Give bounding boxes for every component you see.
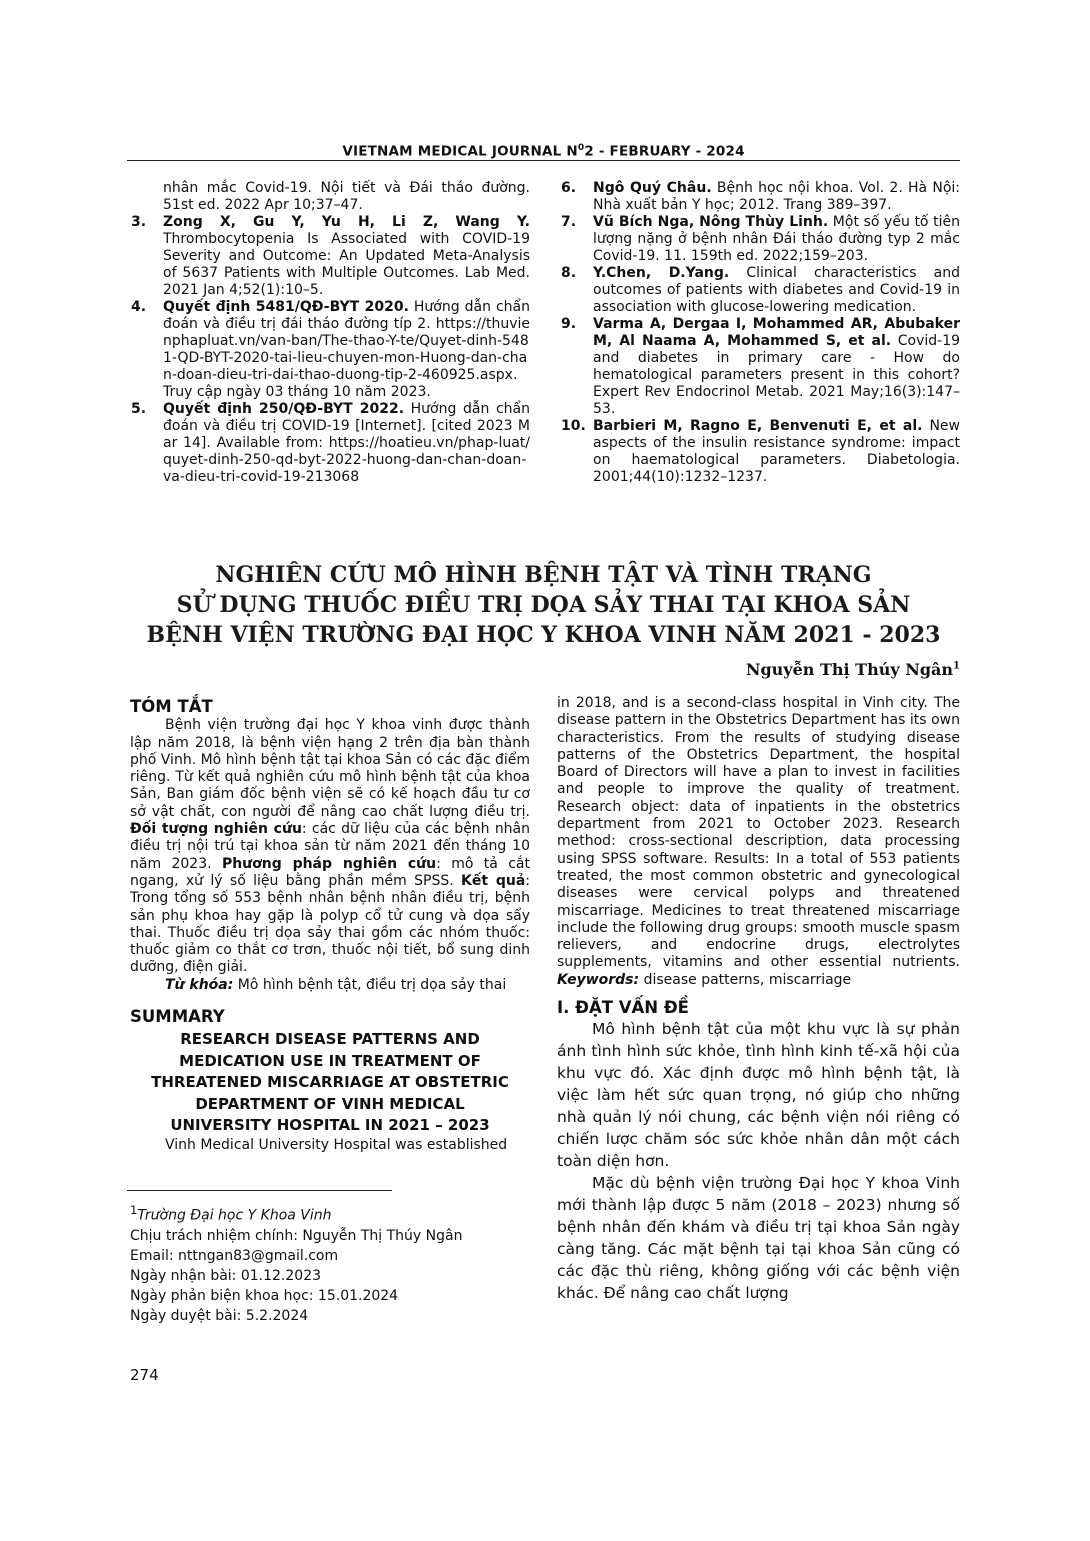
reference-text: Thrombocytopenia Is Associated with COVID-19 Severity and Outcome: An Updated Meta-Analysis of 5637 Patients with Multiple Outcomes. Lab Med. 2021 Jan 4;52(1):10–5. [163,231,530,298]
author-affiliation-mark: 1 [953,660,960,672]
abstract-paragraph [130,717,530,976]
reference-continuation: nhân mắc Covid-19. Nội tiết và Đái tháo đường. 51st ed. 2022 Apr 10;37–47. [163,180,530,213]
abstract-label: Đối tượng nghiên cứu [130,821,302,838]
reference-item [557,265,960,316]
article-title-line: SỬ DỤNG THUỐC ĐIỀU TRỊ DỌA SẢY THAI TẠI KHOA SẢN [176,592,911,618]
abstract-text: Bệnh viện trường đại học Y khoa vinh được thành lập năm 2018, là bệnh viện hạng 2 trên địa bàn thành phố Vinh. Mô hình bệnh tật tại khoa Sản có các đặc điểm riêng. Từ kết quả nghiên cứu mô hình bệnh tật của khoa Sản, Ban giám đốc bệnh viện sẽ có kế hoạch đầu tư cơ sở vật chất, con người để nâng cao chất lượng điều trị. [130,717,530,820]
article-title [127,560,960,650]
footnote-affiliation-text: Trường Đại học Y Khoa Vinh [137,1207,332,1224]
author [746,660,960,679]
abstract-label: Phương pháp nghiên cứu [221,855,437,872]
article-title-line: BỆNH VIỆN TRƯỜNG ĐẠI HỌC Y KHOA VINH NĂM 2021 - 2023 [146,622,941,648]
references-right [557,180,960,486]
reference-authors: Quyết định 5481/QĐ-BYT 2020. [163,299,409,315]
reference-text: Covid-19 and diabetes in primary care - How do hematological parameters present in this cohort? Expert Rev Endocrinol Metab. 2021 May;16(3):147–53. [593,333,961,417]
reference-number: 9. [561,316,577,332]
reference-authors: Varma A, Dergaa I, Mohammed AR, Abubaker M, Al Naama A, Mohammed S, et al. [593,316,960,349]
header-rule [127,160,960,161]
abstract-heading: TÓM TẮT [130,697,213,716]
reference-number: 8. [561,265,577,281]
journal-header-pre: VIETNAM MEDICAL JOURNAL N [342,143,578,160]
reference-authors: Barbieri M, Ragno E, Benvenuti E, et al. [593,418,923,434]
footnote [130,1200,462,1326]
abstract-keywords [130,977,530,994]
author-name: Nguyễn Thị Thúy Ngân [745,660,954,679]
reference-number: 6. [561,180,577,196]
footnote-mark: 1 [130,1203,138,1217]
keywords-label-en: Keywords: [557,971,640,988]
footnote-received: Ngày nhận bài: 01.12.2023 [130,1267,322,1284]
reference-authors: Y.Chen, D.Yang. [593,265,730,281]
summary-title-line: RESEARCH DISEASE PATTERNS AND [180,1030,480,1049]
footnote-affiliation [130,1200,462,1226]
footnote-responsible: Chịu trách nhiệm chính: Nguyễn Thị Thúy Ngân [130,1227,463,1244]
summary-title-line: THREATENED MISCARRIAGE AT OBSTETRIC [151,1073,509,1092]
summary-title-line: DEPARTMENT OF VINH MEDICAL [195,1094,465,1113]
reference-text: New aspects of the insulin resistance syndrome: impact on haematological parameters. Diabetologia. 2001;44(10):1232–1237. [593,418,960,485]
reference-text: Clinical characteristics and outcomes of patients with diabetes and Covid-19 in association with glucose-lowering medication. [593,265,960,315]
intro-body [557,1018,960,1304]
journal-header [127,143,960,160]
reference-text: Hướng dẫn chẩn đoán và điều trị đái tháo đường típ 2. https://thuvienphapluat.vn/van-ban/The-thao-Y-te/Quyet-dinh-5481-QD-BYT-2020-tai-lieu-chuyen-mon-Huong-dan-chan-doan-dieu-tri-dai-thao-duong-tip-2-460925.aspx. Truy cập ngày 03 tháng 10 năm 2023. [163,299,531,400]
references-left [127,180,530,486]
reference-text: Một số yếu tố tiên lượng nặng ở bệnh nhân Đái tháo đường typ 2 mắc Covid-19. 11. 159th ed. 2022;159–203. [593,214,960,264]
left-column [130,698,530,1154]
summary-title [130,1029,530,1137]
reference-text: Hướng dẫn chẩn đoán và điều trị COVID-19 [Internet]. [cited 2023 Mar 14]. Available from: https://hoatieu.vn/phap-luat/quyet-dinh-250-qd-byt-2022-huong-dan-chan-doan-va-dieu-tri-covid-19-213068 [163,401,530,485]
reference-item [127,214,530,299]
page-number: 274 [130,1366,159,1384]
summary-heading: SUMMARY [130,1007,225,1027]
journal-header-sup: 0 [577,143,585,153]
article-title-line: NGHIÊN CỨU MÔ HÌNH BỆNH TẬT VÀ TÌNH TRẠNG [215,562,872,588]
keywords-label: Từ khóa: [165,976,234,993]
footnote-email: Email: nttngan83@gmail.com [130,1247,339,1264]
reference-item [127,401,530,486]
abstract-text: : mô tả cắt ngang, xử lý số liệu bằng phần mềm SPSS. [130,855,531,889]
intro-paragraph: Mặc dù bệnh viện trường Đại học Y khoa Vinh mới thành lập được 5 năm (2018 – 2023) nhưng số bệnh nhân đến khám và điều trị tại khoa Sản ngày càng tăng. Các mặt bệnh tại tại khoa Sản cũng có các đặc thù riêng, không giống với các bệnh viện khác. Để nâng cao chất lượng [557,1174,960,1303]
reference-authors: Vũ Bích Nga, Nông Thùy Linh. [593,214,829,230]
reference-number: 5. [131,401,147,417]
reference-number: 3. [131,214,147,230]
reference-text: Bệnh học nội khoa. Vol. 2. Hà Nội: Nhà xuất bản Y học; 2012. Trang 389–397. [593,180,960,213]
abstract-label: Kết quả [461,872,526,889]
summary-text: in 2018, and is a second-class hospital in Vinh city. The disease pattern in the Obstetrics Department has its own characteristics. From the results of studying disease patterns of the Obstetrics Department, the hospital Board of Directors will have a plan to invest in facilities and people to improve the quality of treatment. Research object: data of inpatients in the obstetrics department from 2021 to October 2023. Research method: cross-sectional description, data processing using SPSS software. Results: In a total of 553 patients treated, the most common obstetric and gynecological diseases were cervical polyps and threatened miscarriage. Medicines to treat threatened miscarriage include the following drug groups: smooth muscle spasm relievers, and endocrine drugs, electrolytes supplements, vitamins and other essential nutrients. [557,695,960,971]
abstract-text: : Trong tổng số 553 bệnh nhân bệnh nhân điều trị, bệnh sản phụ khoa hay gặp là polyp cổ tử cung và dọa sẩy thai. Thuốc điều trị dọa sảy thai gồm các nhóm thuốc: thuốc giảm co thắt cơ trơn, thuốc nội tiết, bổ sung dinh dưỡng, điện giải. [130,872,530,976]
reference-number: 7. [561,214,577,230]
reference-number: 4. [131,299,147,315]
footnote-reviewed: Ngày phản biện khoa học: 15.01.2024 [130,1287,399,1304]
reference-authors: Zong X, Gu Y, Yu H, Li Z, Wang Y. [163,214,530,230]
right-column [557,695,960,1304]
footnote-rule [127,1190,392,1191]
summary-paragraph [557,695,960,989]
intro-paragraph: Mô hình bệnh tật của một khu vực là sự phản ánh tình hình sức khỏe, tình hình kinh tế-xã hội của khu vực đó. Xác định được mô hình bệnh tật, là việc làm hết sức quan trọng, nó giúp cho những nhà quản lý nói chung, các bệnh viện nói riêng có chiến lược chăm sóc sức khỏe nhân dân một cách toàn diện hơn. [557,1020,960,1171]
reference-number: 10. [561,418,586,434]
reference-item [127,299,530,401]
reference-item [557,418,960,486]
abstract-text: : các dữ liệu của các bệnh nhân điều trị nội trú tại khoa sản từ năm 2021 đến tháng 10 năm 2023. [130,821,531,872]
reference-item [557,214,960,265]
reference-item [557,316,960,418]
intro-heading: I. ĐẶT VẤN ĐỀ [557,998,689,1018]
keywords-text: Mô hình bệnh tật, điều trị dọa sảy thai [233,976,507,993]
reference-item [557,180,960,214]
reference-authors: Quyết định 250/QĐ-BYT 2022. [163,401,405,417]
summary-title-line: UNIVERSITY HOSPITAL IN 2021 – 2023 [170,1116,490,1135]
reference-authors: Ngô Quý Châu. [593,180,712,196]
summary-paragraph-start: Vinh Medical University Hospital was established [165,1136,508,1153]
footnote-approved: Ngày duyệt bài: 5.2.2024 [130,1307,309,1324]
keywords-text-en: disease patterns, miscarriage [639,971,852,988]
journal-header-post: 2 - FEBRUARY - 2024 [584,143,745,160]
summary-title-line: MEDICATION USE IN TREATMENT OF [179,1051,481,1070]
